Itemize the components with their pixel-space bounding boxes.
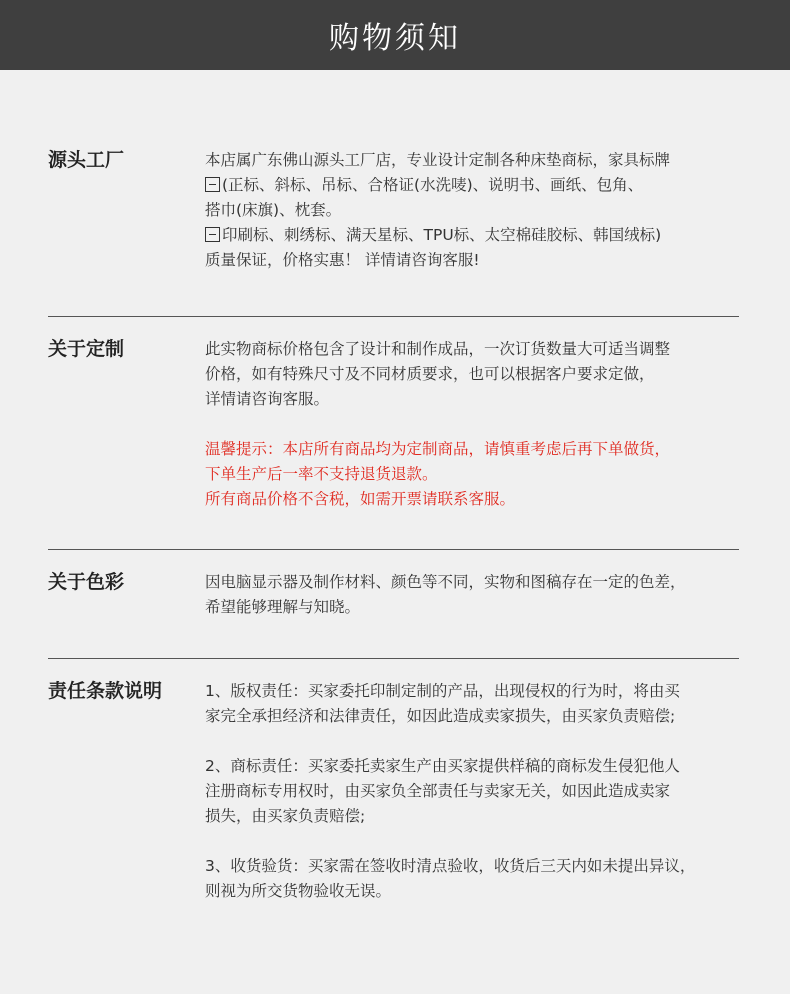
clause-line: 注册商标专用权时，由买家负全部责任与卖家无关，如因此造成卖家 xyxy=(205,782,671,800)
section-divider xyxy=(48,549,739,550)
page-header xyxy=(0,0,790,70)
text-line: 因电脑显示器及制作材料、颜色等不同，实物和图稿存在一定的色差， xyxy=(205,573,686,591)
section-color xyxy=(48,570,790,620)
section-title-liability: 责任条款说明 xyxy=(48,680,163,702)
clause-line: 3、收货验货：买家需在签收时清点验收，收货后三天内如未提出异议， xyxy=(205,857,696,875)
section-divider xyxy=(48,658,739,659)
text-line xyxy=(205,173,765,198)
section-divider xyxy=(48,316,739,317)
section-title-custom: 关于定制 xyxy=(48,338,125,360)
page-title: 购物须知 xyxy=(329,21,461,56)
paragraph-gap xyxy=(205,729,765,754)
text-line: 质量保证，价格实惠！ 详情请咨询客服! xyxy=(205,251,480,269)
clause-line: 则视为所交货物验收无误。 xyxy=(205,882,392,900)
section-body-liability xyxy=(205,679,765,904)
section-liability xyxy=(48,679,790,904)
text-line-content: (正标、斜标、吊标、合格证(水洗唛)、说明书、画纸、包角、 xyxy=(222,176,644,194)
text-line: 此实物商标价格包含了设计和制作成品，一次订货数量大可适当调整 xyxy=(205,340,671,358)
section-body-factory xyxy=(205,148,765,273)
section-body-custom xyxy=(205,337,765,512)
clause-line: 1、版权责任：买家委托印制定制的产品，出现侵权的行为时，将由买 xyxy=(205,682,680,700)
paragraph-gap xyxy=(205,829,765,854)
text-line: 搭巾(床旗)、枕套。 xyxy=(205,201,342,219)
section-body-color xyxy=(205,570,765,620)
section-custom xyxy=(48,337,790,512)
text-line: 本店属广东佛山源头工厂店，专业设计定制各种床垫商标，家具标牌 xyxy=(205,151,671,169)
clause-line: 家完全承担经济和法律责任，如因此造成卖家损失，由买家负责赔偿; xyxy=(205,707,676,725)
section-title-color: 关于色彩 xyxy=(48,571,125,593)
warning-line: 所有商品价格不含税，如需开票请联系客服。 xyxy=(205,490,516,508)
bracket-glyph-icon xyxy=(205,227,220,242)
clause-line: 2、商标责任：买家委托卖家生产由买家提供样稿的商标发生侵犯他人 xyxy=(205,757,680,775)
warning-line: 温馨提示：本店所有商品均为定制商品，请慎重考虑后再下单做货， xyxy=(205,440,671,458)
warning-line: 下单生产后一率不支持退货退款。 xyxy=(205,465,438,483)
text-line xyxy=(205,223,765,248)
text-line: 希望能够理解与知晓。 xyxy=(205,598,361,616)
paragraph-gap xyxy=(205,412,765,437)
text-line: 详情请咨询客服。 xyxy=(205,390,330,408)
bracket-glyph-icon xyxy=(205,177,220,192)
clause-line: 损失，由买家负责赔偿; xyxy=(205,807,366,825)
section-factory xyxy=(48,148,790,273)
text-line-content: 印刷标、刺绣标、满天星标、TPU标、太空棉硅胶标、韩国绒标) xyxy=(222,226,662,244)
section-title-factory: 源头工厂 xyxy=(48,149,125,171)
notice-content xyxy=(0,148,790,904)
text-line: 价格，如有特殊尺寸及不同材质要求，也可以根据客户要求定做， xyxy=(205,365,655,383)
